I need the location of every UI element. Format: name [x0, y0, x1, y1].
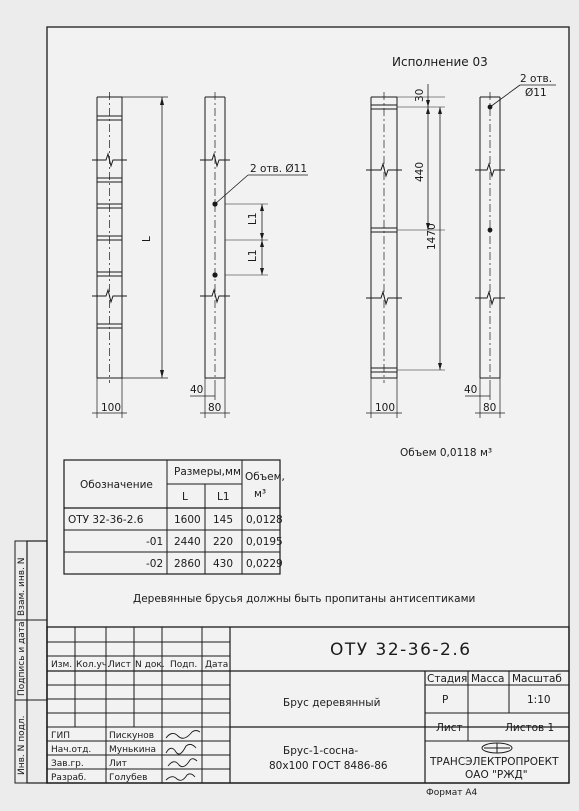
org-line-1: ТРАНСЭЛЕКТРОПРОЕКТ — [430, 756, 559, 768]
role-label: ГИП — [51, 731, 70, 741]
rev-header-change: Изм. — [51, 660, 73, 670]
role-name: Лит — [109, 759, 127, 769]
dim-40-right: 40 — [464, 384, 478, 396]
row-designation: -02 — [146, 558, 164, 570]
stage-label: Стадия — [427, 673, 468, 685]
dim-80-right: 80 — [483, 402, 497, 414]
doc-code: ОТУ 32-36-2.6 — [330, 640, 472, 660]
sheets-label: Листов 1 — [505, 722, 555, 734]
format-label: Формат А4 — [426, 788, 478, 798]
dim-L1-b: L1 — [247, 249, 259, 262]
row-designation: -01 — [146, 536, 164, 548]
table-header-volume: Объем, м³ — [245, 471, 285, 500]
hole-note-right-count: 2 отв. — [520, 73, 553, 85]
table-header-L1: L1 — [217, 491, 230, 503]
row-volume: 0,0229 — [246, 558, 283, 570]
scale-value: 1:10 — [527, 694, 551, 706]
dim-L1-a: L1 — [247, 212, 259, 225]
item-name: Брус деревянный — [283, 697, 381, 709]
role-label: Нач.отд. — [51, 745, 92, 755]
org-line-2: ОАО "РЖД" — [465, 769, 528, 781]
role-label: Зав.гр. — [51, 759, 84, 769]
dim-40-left: 40 — [190, 384, 204, 396]
row-volume: 0,0128 — [246, 514, 283, 526]
table-header-designation: Обозначение — [80, 479, 153, 491]
row-L1: 220 — [213, 536, 234, 548]
org-logo — [482, 743, 512, 753]
table-header-L: L — [182, 491, 188, 503]
role-label: Разраб. — [51, 773, 87, 783]
dim-30: 30 — [414, 88, 426, 102]
volume-note: Объем 0,0118 м³ — [400, 447, 493, 459]
dim-100-right: 100 — [375, 402, 396, 414]
hole-note-main: 2 отв. Ø11 — [250, 163, 308, 175]
material-line-1: Брус-1-сосна- — [283, 745, 359, 757]
side-cell-replace-inv: Взам. инв. N — [17, 557, 27, 616]
scale-label: Масштаб — [512, 673, 562, 685]
rev-header-date: Дата — [205, 660, 229, 670]
row-L1: 430 — [213, 558, 234, 570]
material-line-2: 80х100 ГОСТ 8486-86 — [269, 760, 388, 772]
role-name: Мунькина — [109, 745, 156, 755]
hole-note-right-dia: Ø11 — [525, 87, 547, 99]
row-L1: 145 — [213, 514, 234, 526]
table-header-sizes: Размеры,мм — [174, 466, 241, 478]
rev-header-count: Кол.уч. — [76, 660, 111, 670]
execution-label: Исполнение 03 — [392, 55, 488, 69]
stage-value: Р — [442, 694, 449, 706]
rev-header-sign: Подп. — [170, 660, 198, 670]
dim-1470: 1470 — [426, 223, 438, 250]
side-cell-signature-date: Подпись и дата — [17, 621, 27, 696]
antiseptic-note: Деревянные брусья должны быть пропитаны антисептиками — [133, 593, 476, 605]
dim-100-left: 100 — [101, 402, 122, 414]
role-name: Пискунов — [109, 731, 155, 741]
side-cell-original-inv: Инв. N подл. — [17, 715, 27, 775]
row-volume: 0,0195 — [246, 536, 283, 548]
role-name: Голубев — [109, 773, 148, 783]
dim-80-left: 80 — [208, 402, 222, 414]
sheet-label: Лист — [436, 722, 463, 734]
row-L: 1600 — [174, 514, 201, 526]
dim-440: 440 — [414, 161, 426, 182]
rev-header-docnum: N док. — [135, 660, 165, 670]
table-row — [68, 514, 283, 526]
mass-label: Масса — [471, 673, 505, 685]
row-L: 2440 — [174, 536, 201, 548]
row-L: 2860 — [174, 558, 201, 570]
dim-L-label: L — [141, 236, 153, 242]
rev-header-sheet: Лист — [108, 660, 131, 670]
row-designation: ОТУ 32-36-2.6 — [68, 514, 144, 526]
